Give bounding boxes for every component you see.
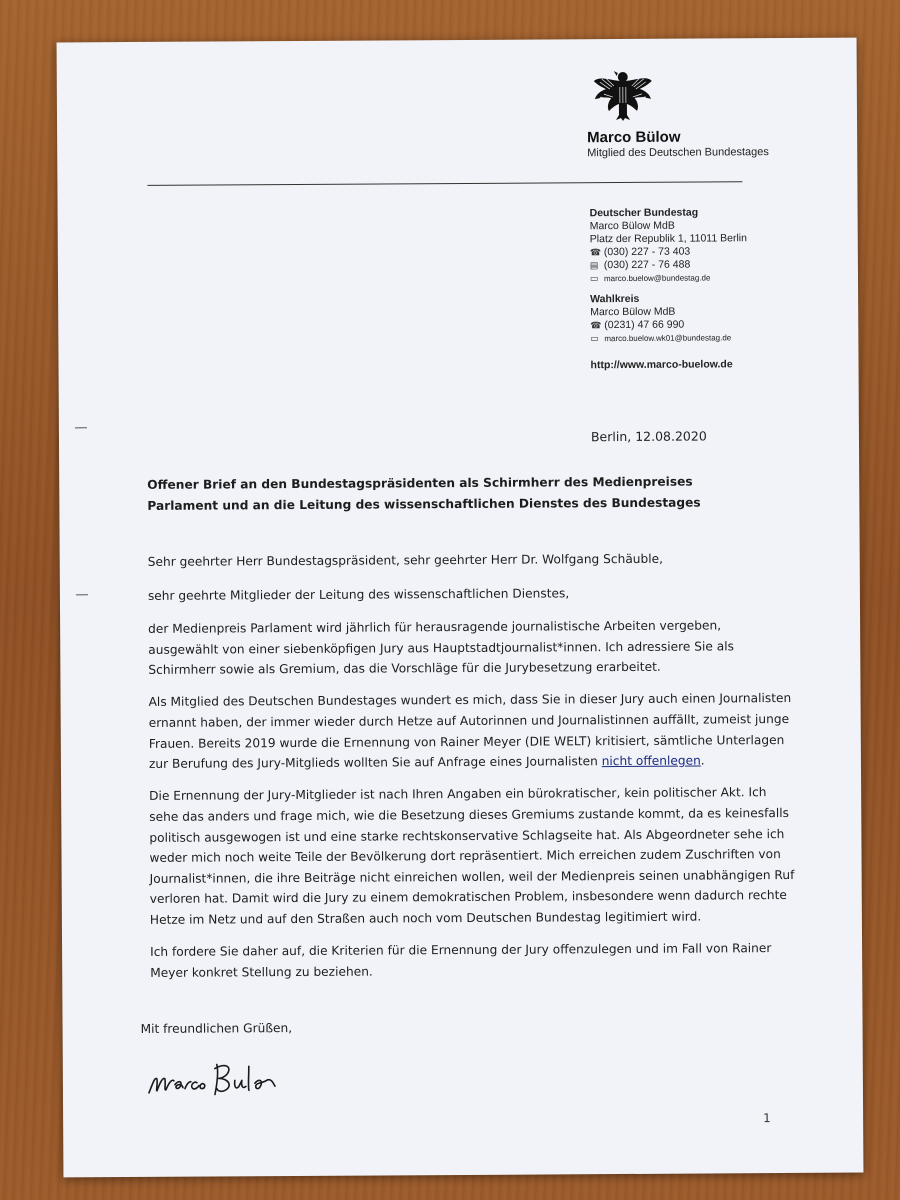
website-link: http://www.marco-buelow.de <box>590 358 733 372</box>
paragraph <box>149 688 794 774</box>
member-name: Marco Bülow <box>587 128 681 147</box>
phone-row <box>590 245 747 259</box>
fax-number: (030) 227 - 76 488 <box>603 258 691 272</box>
phone-number: (0231) 47 66 990 <box>604 318 685 332</box>
email-address: marco.buelow@bundestag.de <box>603 273 711 284</box>
header-divider <box>147 181 742 186</box>
letter-body <box>148 548 796 995</box>
fax-icon: ▤ <box>589 260 599 271</box>
paragraph-text: Als Mitglied des Deutschen Bundestages wundert es mich, dass Sie in dieser Jury auch einen Journalisten ernannt haben, der immer wieder durch Hetze auf Autorinnen und Journalistinnen auffällt, zumeist junge Frauen. Bereits 2019 wurde die Ernennung von Rainer Meyer (DIE WELT) kritisiert, sämtliche Unterlagen zur Berufung des Jury-Mitglieds wollten Sie auf Anfrage eines Journalisten <box>148 691 792 772</box>
phone-row <box>590 318 731 332</box>
email-row <box>590 271 747 285</box>
laptop-icon: ▭ <box>589 273 599 284</box>
closing: Mit freundlichen Grüßen, <box>140 1021 293 1036</box>
address-block-wahlkreis <box>590 292 731 345</box>
paragraph: der Medienpreis Parlament wird jährlich für herausragende journalistische Arbeiten vergeben, ausgewählt von einer siebenköpfigen Jury aus Hauptstadtjournalist*innen. Ich adressiere Sie als Schirmherr sowie als Gremium, das die Vorschläge für die Jurybesetzung erarbeitet. <box>148 618 734 678</box>
phone-number: (030) 227 - 73 403 <box>603 245 691 259</box>
address-line: Platz der Republik 1, 11011 Berlin <box>589 232 747 246</box>
fold-mark <box>75 427 87 428</box>
paragraph-text: . <box>700 753 705 768</box>
phone-icon: ☎ <box>589 247 602 258</box>
federal-eagle-icon <box>592 67 654 121</box>
paragraph: Die Ernennung der Jury-Mitglieder ist nach Ihren Angaben ein bürokratischer, kein politischer Akt. Ich sehe das anders und frage mich, wie die Besetzung dieses Gremiums zustande kommt, da es keinesfalls politisch ausgewogen ist und eine starke rechtskonservative Schlagseite hat. Als Abgeordneter sehe ich weder mich noch weite Teile der Bevölkerung dort repräsentiert. Mich erreichen zudem Zuschriften von Journalist*innen, die ihre Beiträge nicht einreichen wollen, weil der Medienpreis seinen unabhängigen Ruf verloren hat. Damit wird die Jury zu einem demokratischen Problem, insbesondere wenn dadurch rechte Hetze im Netz und auf den Straßen auch noch vom Deutschen Bundestag legitimiert wird. <box>149 785 795 927</box>
address-block-bundestag <box>590 206 748 285</box>
address-heading: Wahlkreis <box>590 292 640 306</box>
fax-row <box>590 258 747 272</box>
letter-subject: Offener Brief an den Bundestagspräsidenten als Schirmherr des Medienpreises Parlament und an die Leitung des wissenschaftlichen Dienstes des Bundestages <box>147 474 701 513</box>
handwritten-signature <box>145 1056 285 1102</box>
phone-icon: ☎ <box>590 320 602 331</box>
address-heading: Deutscher Bundestag <box>589 206 699 220</box>
letter-date: Berlin, 12.08.2020 <box>590 428 707 445</box>
laptop-icon: ▭ <box>590 333 599 344</box>
email-address: marco.buelow.wk01@bundestag.de <box>604 333 732 344</box>
hyperlink: nicht offenlegen <box>601 753 701 769</box>
salutation: Sehr geehrter Herr Bundestagspräsident, sehr geehrter Herr Dr. Wolfgang Schäuble, <box>147 551 664 569</box>
member-role: Mitglied des Deutschen Bundestages <box>587 146 769 160</box>
address-line: Marco Bülow MdB <box>590 305 676 319</box>
page-number: 1 <box>763 1111 771 1126</box>
email-row <box>590 331 731 345</box>
letter-page <box>57 38 864 1178</box>
address-line: Marco Bülow MdB <box>589 219 675 233</box>
fold-mark <box>76 594 88 595</box>
paragraph: Ich fordere Sie daher auf, die Kriterien für die Ernennung der Jury offenzulegen und im Fall von Rainer Meyer konkret Stellung zu beziehen. <box>150 941 772 980</box>
salutation: sehr geehrte Mitglieder der Leitung des wissenschaftlichen Dienstes, <box>147 585 570 603</box>
